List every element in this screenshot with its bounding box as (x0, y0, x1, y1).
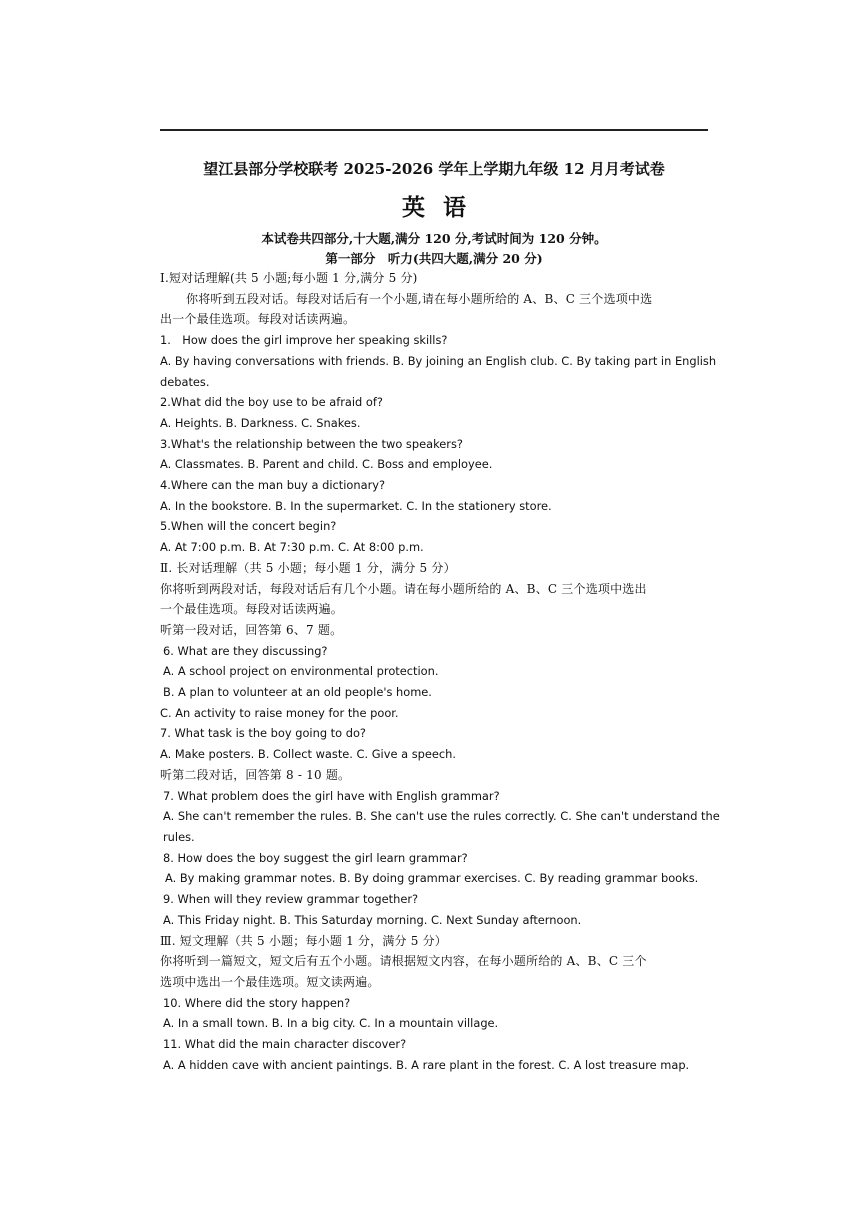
options: A. At 7:00 p.m. B. At 7:30 p.m. C. At 8:00 p.m. (160, 540, 424, 555)
question: 7. What task is the boy going to do? (160, 726, 366, 741)
options: A. By making grammar notes. B. By doing grammar exercises. C. By reading grammar books. (165, 871, 699, 886)
options: A. In the bookstore. B. In the supermarket. C. In the stationery store. (160, 498, 552, 513)
instruction: 你将听到一篇短文，短文后有五个小题。请根据短文内容，在每小题所给的 A、B、C 三个 (160, 954, 647, 969)
question: 10. Where did the story happen? (163, 995, 351, 1010)
exam-title: 望江县部分学校联考 2025-2026 学年上学期九年级 12 月月考试卷 (203, 160, 665, 178)
options: A. Heights. B. Darkness. C. Snakes. (160, 415, 361, 430)
options: A. By having conversations with friends. B. By joining an English club. C. By taking part in English (160, 353, 717, 368)
dialog-note: 听第一段对话，回答第 6、7 题。 (160, 622, 343, 637)
option: A. A school project on environmental protection. (163, 664, 439, 679)
option: C. An activity to raise money for the poor. (160, 705, 399, 720)
section-heading: Ⅲ. 短文理解（共 5 小题；每小题 1 分，满分 5 分） (160, 933, 447, 948)
question: 4.Where can the man buy a dictionary? (160, 478, 386, 493)
section-heading: Ⅰ.短对话理解(共 5 小题;每小题 1 分,满分 5 分) (160, 271, 418, 285)
question: 8. How does the boy suggest the girl learn grammar? (163, 850, 468, 865)
question: 6. What are they discussing? (163, 643, 328, 658)
top-rule (160, 129, 708, 131)
exam-body (160, 268, 720, 1075)
options: A. This Friday night. B. This Saturday morning. C. Next Sunday afternoon. (163, 912, 582, 927)
question: 7. What problem does the girl have with English grammar? (163, 788, 500, 803)
question: 3.What's the relationship between the two speakers? (160, 436, 463, 451)
options: A. In a small town. B. In a big city. C. In a mountain village. (163, 1016, 499, 1031)
question: 9. When will they review grammar together? (163, 892, 419, 907)
instruction: 你将听到五段对话。每段对话后有一个小题,请在每小题所给的 A、B、C 三个选项中选 (186, 291, 653, 306)
subject-title: 英语 (402, 194, 484, 221)
instruction: 一个最佳选项。每段对话读两遍。 (160, 602, 344, 617)
option: B. A plan to volunteer at an old people's home. (163, 685, 432, 700)
dialog-note: 听第二段对话，回答第 8 - 10 题。 (160, 767, 351, 782)
instruction: 出一个最佳选项。每段对话读两遍。 (160, 312, 356, 327)
exam-info: 本试卷共四部分,十大题,满分 120 分,考试时间为 120 分钟。 (261, 231, 607, 246)
section-heading: Ⅱ. 长对话理解（共 5 小题；每小题 1 分，满分 5 分） (160, 560, 456, 575)
question: 2.What did the boy use to be afraid of? (160, 395, 383, 410)
options: rules. (163, 829, 195, 844)
options: A. Make posters. B. Collect waste. C. Give a speech. (160, 747, 456, 762)
options: A. She can't remember the rules. B. She can't use the rules correctly. C. She can't understand the (163, 809, 720, 824)
instruction: 你将听到两段对话，每段对话后有几个小题。请在每小题所给的 A、B、C 三个选项中选出 (160, 581, 647, 596)
options: debates. (160, 374, 210, 389)
options: A. A hidden cave with ancient paintings. B. A rare plant in the forest. C. A lost treasure map. (163, 1057, 690, 1072)
instruction: 选项中选出一个最佳选项。短文读两遍。 (160, 974, 380, 989)
question: 1. How does the girl improve her speaking skills? (160, 333, 448, 348)
part-heading: 第一部分 听力(共四大题,满分 20 分) (325, 251, 543, 266)
options: A. Classmates. B. Parent and child. C. Boss and employee. (160, 457, 493, 472)
question: 5.When will the concert begin? (160, 519, 337, 534)
question: 11. What did the main character discover? (163, 1037, 407, 1052)
